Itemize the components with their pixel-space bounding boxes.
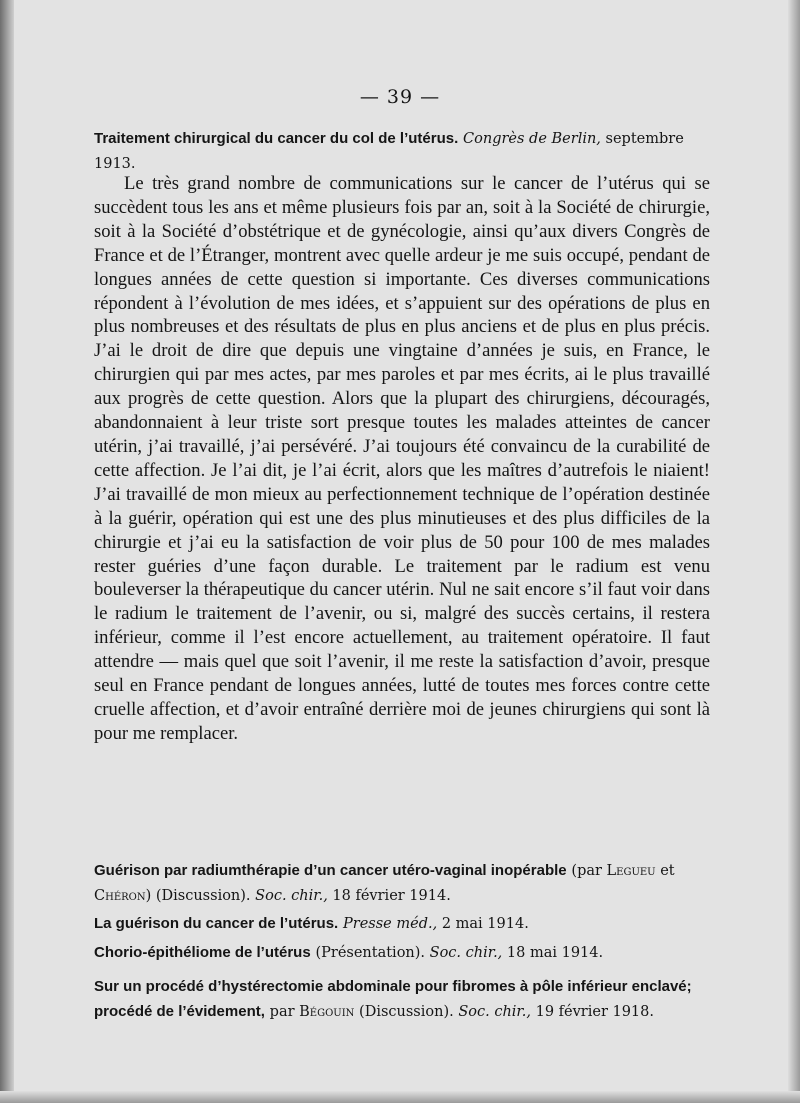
- bibliography-entry-2: [94, 858, 714, 908]
- entry-venue: Soc. chir.,: [255, 888, 328, 904]
- entry-role: (Présentation).: [315, 945, 426, 961]
- entry-venue: Soc. chir.,: [458, 1004, 531, 1020]
- entry-venue: Presse méd.,: [343, 916, 438, 932]
- entry-title: Traitement chirurgical du cancer du col de l’utérus.: [94, 130, 459, 147]
- bibliography-entry-5: [94, 974, 714, 1024]
- entry-title: Chorio-épithéliome de l’utérus: [94, 944, 311, 961]
- entry-author: Bégouin: [299, 1004, 355, 1020]
- entry-date: 2 mai 1914.: [441, 916, 529, 932]
- scan-shadow-left: [0, 0, 14, 1103]
- scan-shadow-right: [788, 0, 800, 1103]
- bibliography-entry-3: [94, 911, 714, 936]
- entry-venue: Congrès de Berlin,: [463, 131, 601, 147]
- entry-par: (par: [571, 863, 602, 879]
- scan-shadow-bottom: [0, 1091, 800, 1103]
- entry-title: Guérison par radiumthérapie d’un cancer utéro-vaginal inopérable: [94, 862, 567, 879]
- entry-venue: Soc. chir.,: [429, 945, 503, 961]
- entry-par: par: [269, 1004, 295, 1020]
- entry-date: 19 février 1918.: [535, 1004, 654, 1020]
- entry-role: (Discussion).: [359, 1004, 454, 1020]
- entry-title: Sur un procédé d’hystérectomie abdominale pour fibromes à pôle inférieur enclavé; procédé de l’évidement,: [94, 978, 692, 1020]
- entry-date: 18 mai 1914.: [506, 945, 604, 961]
- bibliography-entry-4: [94, 940, 714, 965]
- page-number: — 39 —: [359, 86, 441, 108]
- entry-conjunction: et: [660, 863, 675, 879]
- entry-title: La guérison du cancer de l’utérus.: [94, 915, 339, 932]
- entry-date: 18 février 1914.: [332, 888, 451, 904]
- entry-author: Chéron: [94, 888, 146, 904]
- body-paragraph: Le très grand nombre de communications sur le cancer de l’utérus qui se succèdent tous les ans et même plusieurs fois par an, soit à la Société de chirurgie, soit à la Société d’obstétrique et de gynécologie, ainsi qu’aux divers Congrès de France et de l’Étranger, montrent avec quelle ardeur je me suis occupé, pendant de longues années de cette question si importante. Ces diverses communications répondent à l’évolution de mes idées, et s’appuient sur des opérations de plus en plus nombreuses et des résultats de plus en plus anciens et de plus en plus précis. J’ai le droit de dire que depuis une vingtaine d’années je suis, en France, le chirurgien qui par mes actes, par mes paroles et par mes écrits, ai le plus travaillé aux progrès de cette question. Alors que la plupart des chirurgiens, découragés, abandonnaient à leur triste sort presque toutes les malades atteintes de cancer utérin, j’ai travaillé, j’ai persévéré. J’ai toujours été convaincu de la curabilité de cette affection. Je l’ai dit, je l’ai écrit, alors que les maîtres d’autrefois le niaient! J’ai travaillé de mon mieux au perfectionnement technique de l’opération destinée à la guérir, opération qui est une des plus minutieuses et des plus difficiles de la chirurgie et j’ai eu la satisfaction de voir plus de 50 pour 100 de mes malades rester guéries d’une façon durable. Le traitement par le radium est venu bouleverser la thérapeutique du cancer utérin. Nul ne sait encore s’il faut voir dans le radium le traitement de l’avenir, ou si, malgré des succès certains, il restera inférieur, comme il l’est encore actuellement, au traitement opératoire. Il faut attendre — mais quel que soit l’avenir, il me reste la satisfaction d’avoir, presque seul en France pendant de longues années, lutté de toutes mes forces contre cette cruelle affection, et d’avoir entraîné derrière moi de jeunes chirurgiens qui sont là pour me remplacer.: [94, 173, 710, 744]
- bibliography-entry-1: [94, 126, 714, 176]
- entry-author: Legueu: [606, 863, 656, 879]
- entry-role: ) (Discussion).: [145, 888, 251, 904]
- entry-date: septembre 1913.: [94, 131, 684, 172]
